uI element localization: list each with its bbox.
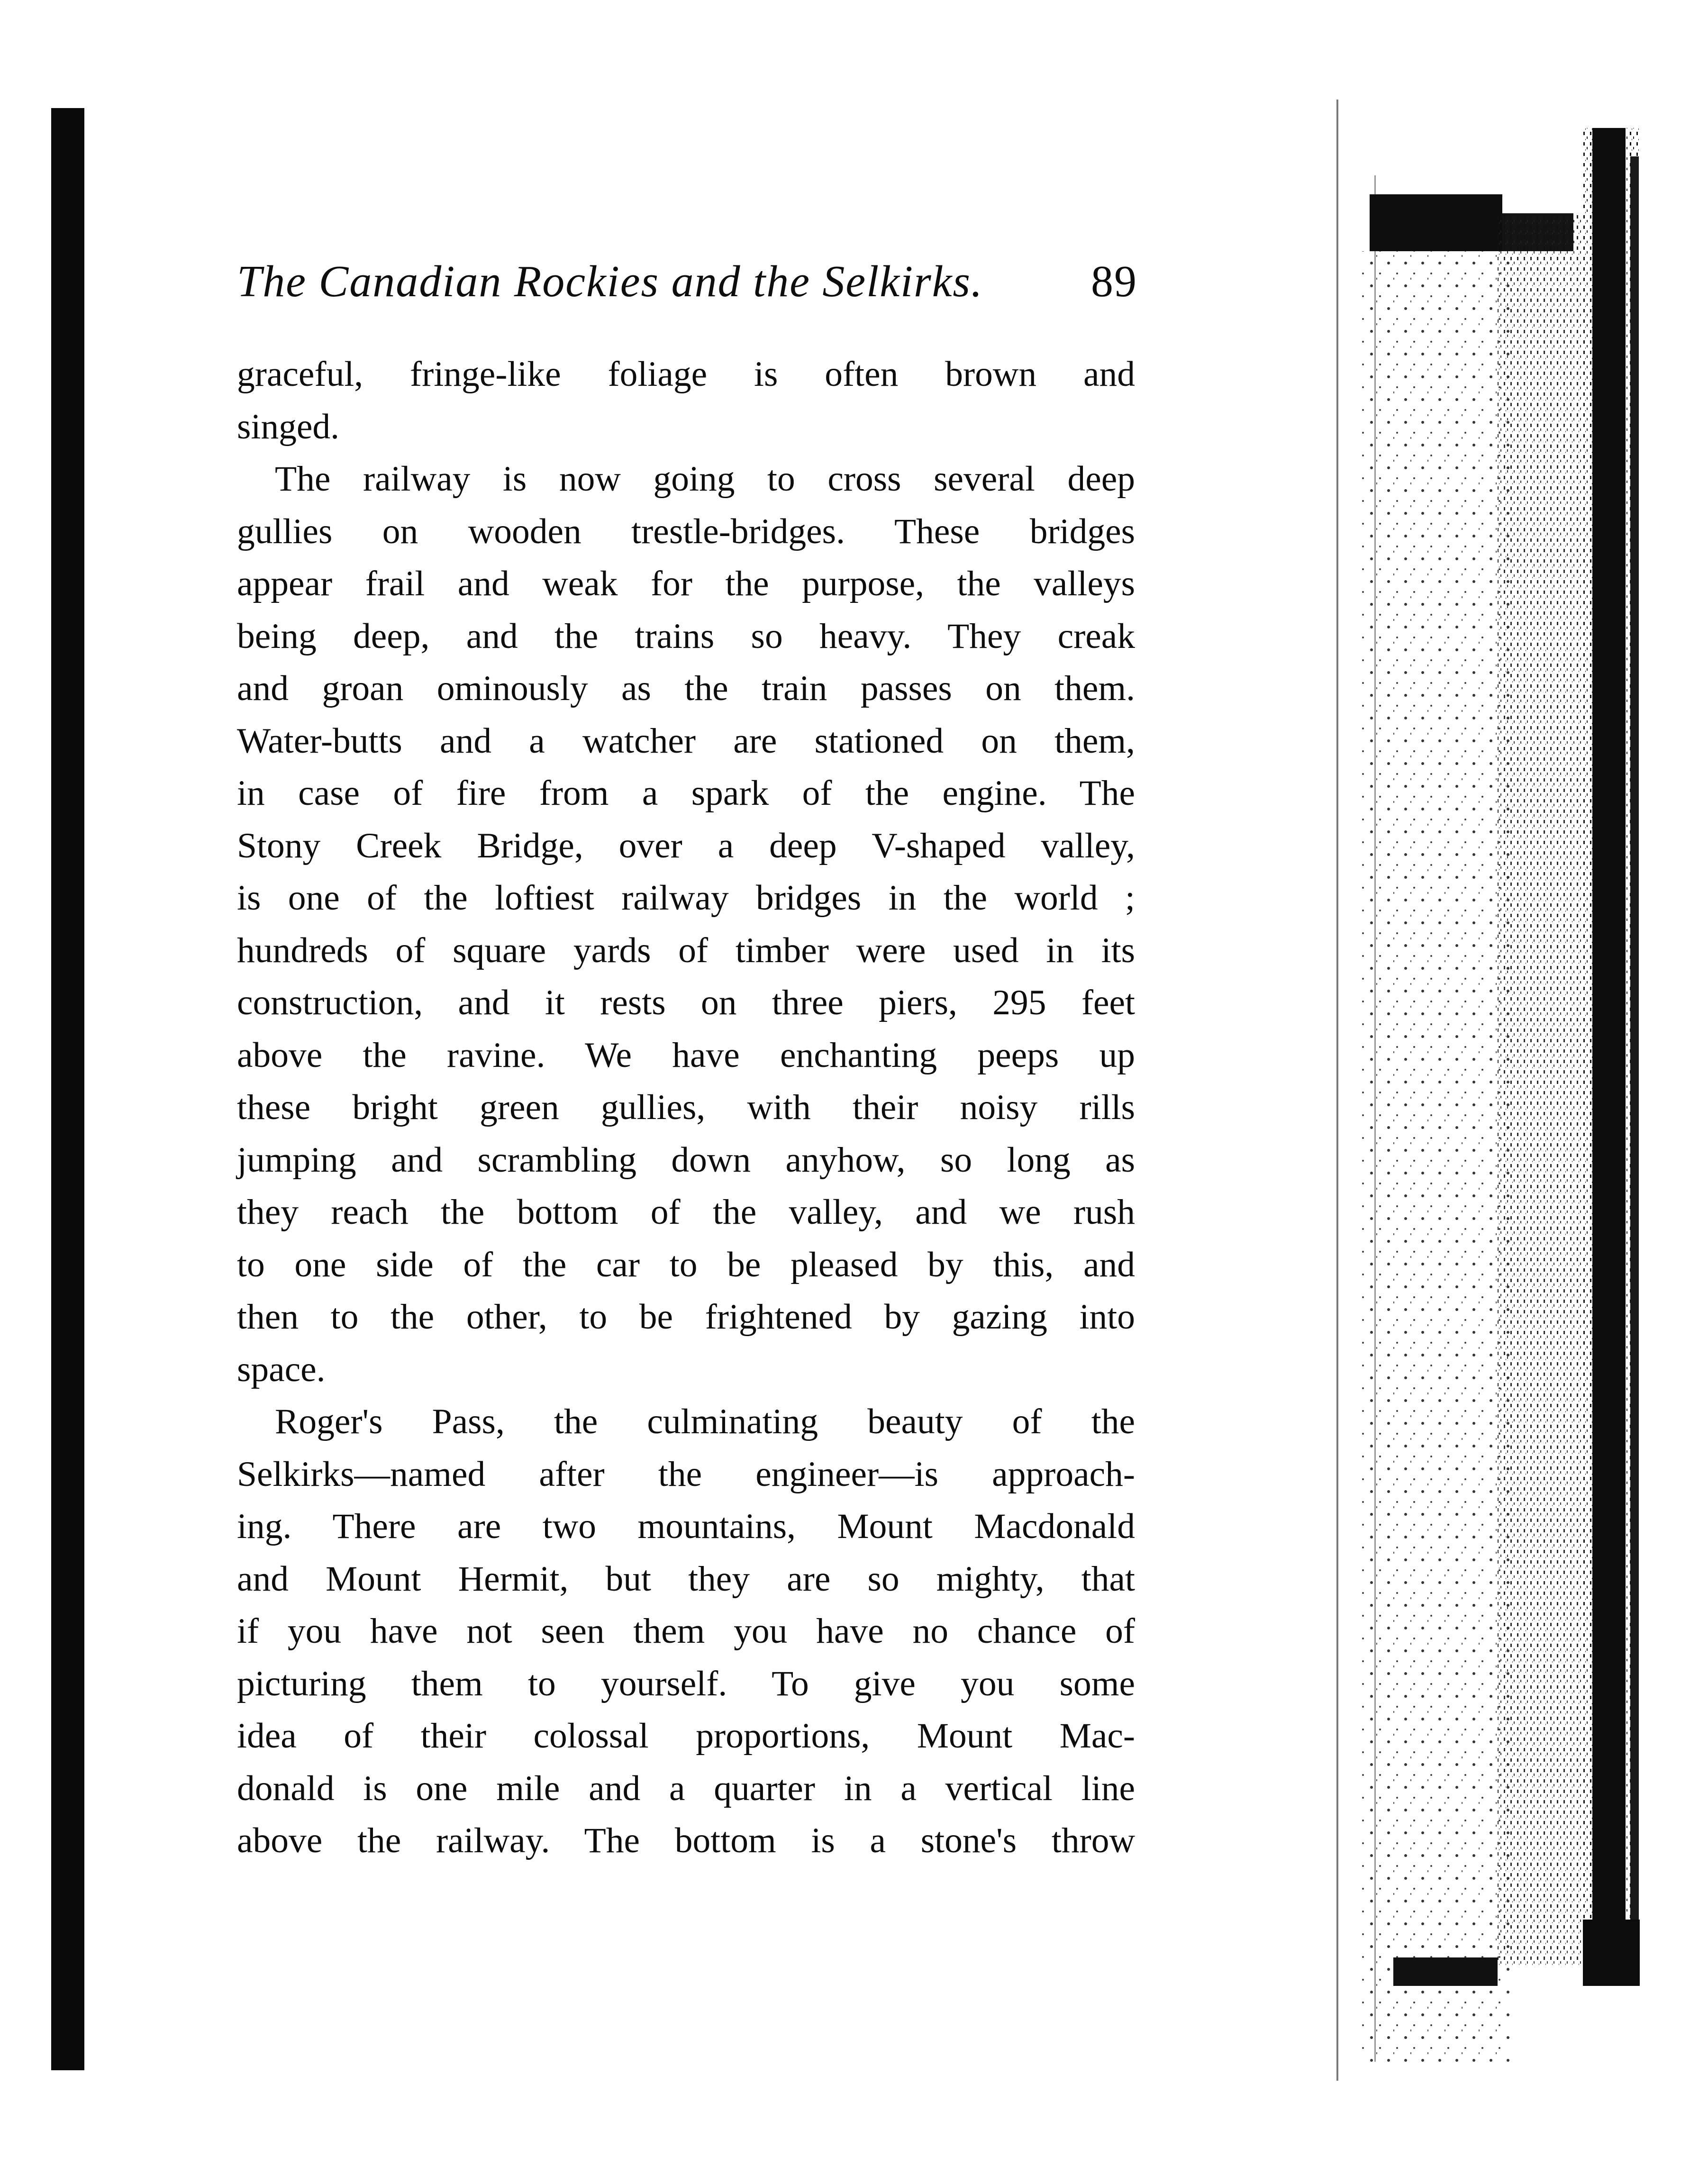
text-line: these bright green gullies, with their noisy rills <box>237 1088 1135 1127</box>
text-line: above the ravine. We have enchanting peeps up <box>237 1035 1135 1075</box>
running-head <box>237 256 1137 327</box>
binding-edge <box>51 108 84 2070</box>
text-line: in case of fire from a spark of the engine. The <box>237 774 1135 813</box>
text-line: construction, and it rests on three piers, 295 feet <box>237 983 1135 1022</box>
text-line: idea of their colossal proportions, Mount Mac- <box>237 1716 1135 1756</box>
fore-edge-texture <box>1317 100 1659 2081</box>
text-line: donald is one mile and a quarter in a vertical line <box>237 1768 1135 1808</box>
text-line: The railway is now going to cross several deep <box>275 459 1135 499</box>
text-line: graceful, fringe-like foliage is often brown and <box>237 355 1135 394</box>
text-line: Selkirks—named after the engineer—is approach- <box>237 1454 1135 1494</box>
text-line: if you have not seen them you have no chance of <box>237 1611 1135 1651</box>
text-line: jumping and scrambling down anyhow, so long as <box>237 1140 1135 1180</box>
text-line: and groan ominously as the train passes on them. <box>237 669 1135 708</box>
text-line: and Mount Hermit, but they are so mighty, that <box>237 1559 1135 1599</box>
text-line: then to the other, to be frightened by gazing into <box>237 1297 1135 1337</box>
text-line: hundreds of square yards of timber were used in its <box>237 930 1135 970</box>
body-text <box>237 348 1135 1867</box>
text-line: ing. There are two mountains, Mount Macdonald <box>237 1507 1135 1546</box>
text-line: they reach the bottom of the valley, and we rush <box>237 1192 1135 1232</box>
scanned-fore-edge <box>1317 100 1659 2081</box>
text-line: above the railway. The bottom is a stone's throw <box>237 1821 1135 1860</box>
text-line: Stony Creek Bridge, over a deep V-shaped valley, <box>237 826 1135 865</box>
text-line: appear frail and weak for the purpose, the valleys <box>237 564 1135 603</box>
text-line: Water-butts and a watcher are stationed on them, <box>237 721 1135 761</box>
text-line: space. <box>237 1349 326 1389</box>
text-line: is one of the loftiest railway bridges in the world ; <box>237 878 1135 918</box>
text-line: to one side of the car to be pleased by this, and <box>237 1245 1135 1284</box>
text-line: gullies on wooden trestle-bridges. These bridges <box>237 511 1135 551</box>
text-line: Roger's Pass, the culminating beauty of the <box>275 1402 1135 1441</box>
text-line: being deep, and the trains so heavy. They creak <box>237 616 1135 656</box>
page-number: 89 <box>1091 257 1137 306</box>
running-head-title: The Canadian Rockies and the Selkirks. <box>237 257 983 306</box>
text-line: picturing them to yourself. To give you some <box>237 1664 1135 1703</box>
text-line: singed. <box>237 407 339 446</box>
